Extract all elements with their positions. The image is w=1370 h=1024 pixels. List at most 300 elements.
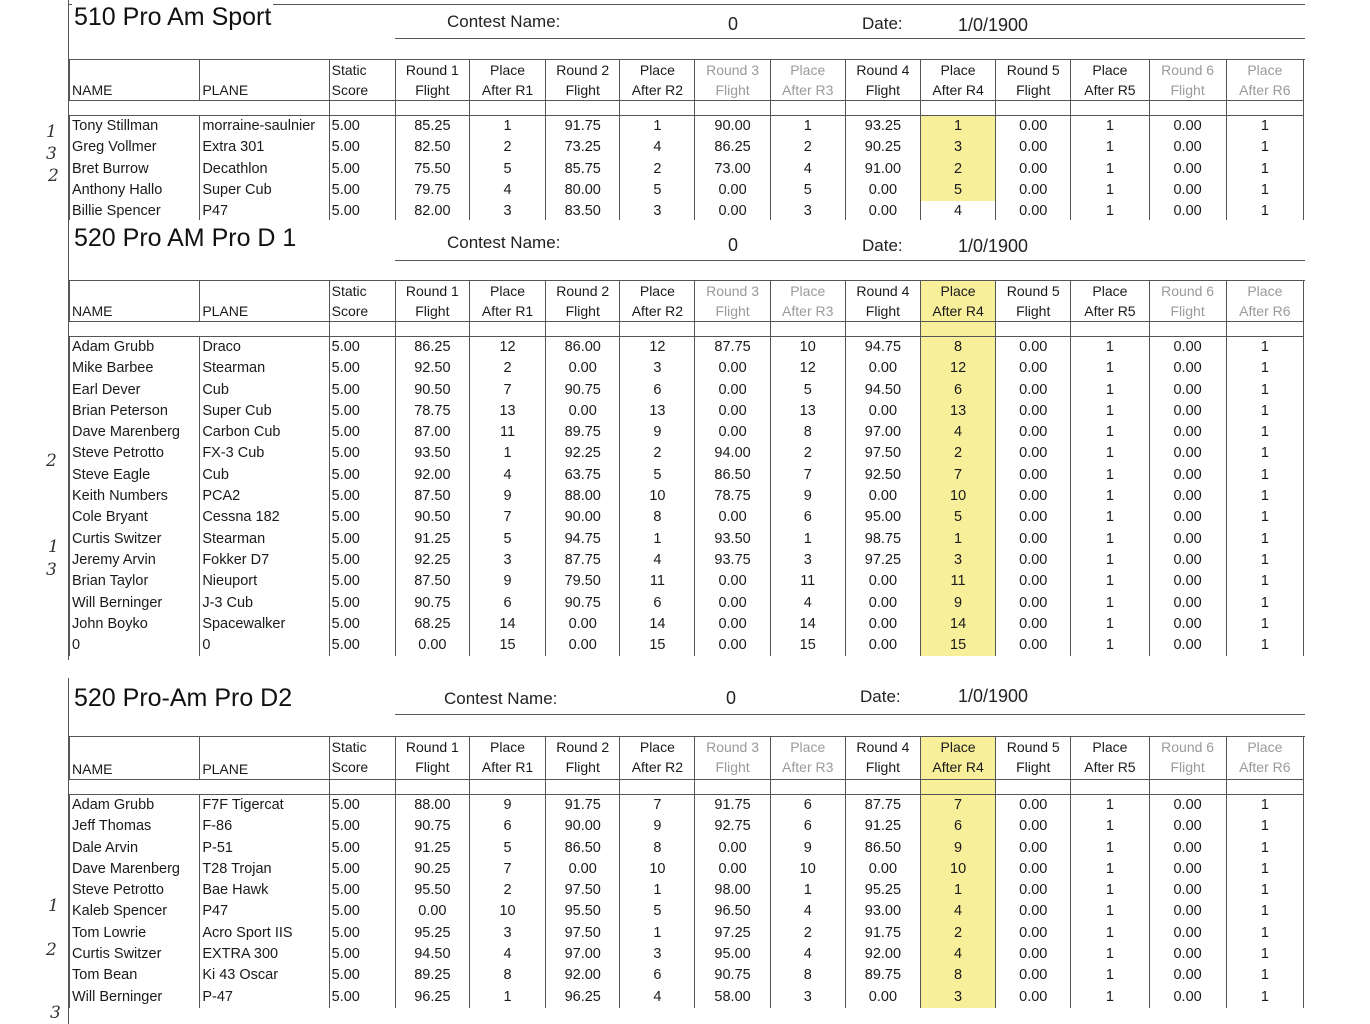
cell-name: Anthony Hallo [70,180,200,201]
cell-name: Mike Barbee [70,358,200,379]
table-row [70,571,1304,592]
cell-round4-flight: 97.25 [845,550,920,571]
cell-round4-flight: 92.00 [845,944,920,965]
col-header-place-r4: Place After R4 [920,60,995,101]
date-value: 1/0/1900 [958,236,1029,256]
cell-place-after-r5: 1 [1071,422,1149,443]
col-header-round5: Round 5 Flight [996,737,1071,780]
cell-place-after-r6: 1 [1226,901,1303,922]
cell-place-after-r1: 3 [469,550,545,571]
cell-place-after-r4: 7 [920,465,995,486]
cell-round2-flight: 79.50 [546,571,620,592]
cell-round3-flight: 93.75 [695,550,770,571]
cell-round5-flight: 0.00 [996,923,1071,944]
cell-place-after-r6: 1 [1226,465,1303,486]
cell-round3-flight: 0.00 [695,180,770,201]
cell-name: John Boyko [70,614,200,635]
cell-place-after-r5: 1 [1071,859,1149,880]
cell-round1-flight: 91.25 [395,529,469,550]
cell-place-after-r2: 11 [620,571,695,592]
cell-plane: Draco [200,337,329,359]
cell-round2-flight: 92.00 [546,965,620,986]
cell-place-after-r1: 2 [469,137,545,158]
cell-round1-flight: 90.50 [395,507,469,528]
cell-round2-flight: 97.00 [546,944,620,965]
cell-round6-flight: 0.00 [1149,465,1226,486]
cell-round2-flight: 89.75 [546,422,620,443]
results-body [70,337,1304,657]
cell-place-after-r4: 14 [920,614,995,635]
cell-place-after-r5: 1 [1071,635,1149,656]
cell-round4-flight: 95.00 [845,507,920,528]
cell-place-after-r2: 10 [620,486,695,507]
cell-place-after-r6: 1 [1226,816,1303,837]
table-row [70,486,1304,507]
col-header-name: NAME [70,737,200,780]
cell-place-after-r3: 7 [770,465,845,486]
cell-place-after-r2: 4 [620,137,695,158]
table-row [70,337,1304,359]
cell-round6-flight: 0.00 [1149,944,1226,965]
cell-round5-flight: 0.00 [996,838,1071,859]
cell-round4-flight: 0.00 [845,180,920,201]
cell-round6-flight: 0.00 [1149,380,1226,401]
col-header-static: Static Score [329,60,395,101]
handwritten-mark: 3 [46,560,57,580]
cell-round6-flight: 0.00 [1149,159,1226,180]
cell-round2-flight: 90.75 [546,380,620,401]
cell-place-after-r1: 1 [469,987,545,1008]
cell-round3-flight: 0.00 [695,380,770,401]
cell-place-after-r2: 3 [620,358,695,379]
table-row [70,137,1304,158]
cell-place-after-r4: 6 [920,380,995,401]
cell-place-after-r2: 5 [620,465,695,486]
cell-place-after-r6: 1 [1226,614,1303,635]
cell-round4-flight: 95.25 [845,880,920,901]
cell-place-after-r4: 3 [920,550,995,571]
cell-name: Keith Numbers [70,486,200,507]
cell-place-after-r3: 8 [770,422,845,443]
table-row [70,795,1304,817]
handwritten-mark: 2 [46,940,57,960]
handwritten-mark: 3 [46,144,57,164]
cell-round5-flight: 0.00 [996,422,1071,443]
col-header-place-r5: Place After R5 [1071,60,1149,101]
col-header-place-r6: Place After R6 [1226,60,1303,101]
cell-static-score: 5.00 [329,944,395,965]
cell-round6-flight: 0.00 [1149,507,1226,528]
cell-place-after-r3: 5 [770,180,845,201]
cell-place-after-r5: 1 [1071,358,1149,379]
cell-place-after-r4: 10 [920,859,995,880]
cell-round3-flight: 0.00 [695,571,770,592]
cell-round5-flight: 0.00 [996,635,1071,656]
cell-place-after-r2: 7 [620,795,695,817]
cell-place-after-r2: 1 [620,529,695,550]
cell-place-after-r2: 9 [620,422,695,443]
cell-round1-flight: 0.00 [395,635,469,656]
cell-place-after-r5: 1 [1071,337,1149,359]
cell-place-after-r1: 6 [469,593,545,614]
cell-round3-flight: 0.00 [695,201,770,220]
section-title: 520 Pro-Am Pro D2 [74,684,293,712]
cell-round4-flight: 97.00 [845,422,920,443]
cell-name: Tom Bean [70,965,200,986]
cell-round2-flight: 91.75 [546,795,620,817]
cell-place-after-r4: 5 [920,180,995,201]
cell-place-after-r4: 3 [920,137,995,158]
cell-name: Jeremy Arvin [70,550,200,571]
cell-round1-flight: 91.25 [395,838,469,859]
table-row [70,380,1304,401]
cell-place-after-r5: 1 [1071,795,1149,817]
col-header-place-r4: Place After R4 [920,281,995,322]
col-header-place-r5: Place After R5 [1071,737,1149,780]
cell-round4-flight: 0.00 [845,358,920,379]
cell-plane: Nieuport [200,571,329,592]
cell-round2-flight: 97.50 [546,923,620,944]
handwritten-mark: 1 [48,537,59,557]
cell-place-after-r3: 8 [770,965,845,986]
cell-place-after-r6: 1 [1226,529,1303,550]
cell-place-after-r3: 4 [770,901,845,922]
handwritten-mark: 2 [46,451,57,471]
cell-round3-flight: 97.25 [695,923,770,944]
col-header-place-r1: Place After R1 [469,281,545,322]
cell-round4-flight: 0.00 [845,201,920,220]
cell-round1-flight: 0.00 [395,901,469,922]
cell-round4-flight: 94.75 [845,337,920,359]
table-row [70,923,1304,944]
cell-plane: P47 [200,201,329,220]
cell-round1-flight: 85.25 [395,116,469,138]
cell-place-after-r2: 1 [620,923,695,944]
cell-name: Billie Spencer [70,201,200,220]
cell-round2-flight: 96.25 [546,987,620,1008]
date-label: Date: [862,236,903,255]
cell-round3-flight: 87.75 [695,337,770,359]
cell-place-after-r3: 10 [770,859,845,880]
cell-place-after-r6: 1 [1226,380,1303,401]
cell-round5-flight: 0.00 [996,614,1071,635]
cell-round5-flight: 0.00 [996,901,1071,922]
cell-round6-flight: 0.00 [1149,880,1226,901]
cell-place-after-r6: 1 [1226,201,1303,220]
cell-place-after-r6: 1 [1226,137,1303,158]
results-body [70,116,1304,221]
cell-round5-flight: 0.00 [996,571,1071,592]
cell-name: Brian Taylor [70,571,200,592]
cell-place-after-r4: 1 [920,116,995,138]
cell-place-after-r6: 1 [1226,571,1303,592]
cell-round3-flight: 73.00 [695,159,770,180]
col-header-round1: Round 1 Flight [395,737,469,780]
cell-place-after-r3: 9 [770,838,845,859]
cell-place-after-r2: 9 [620,816,695,837]
cell-static-score: 5.00 [329,880,395,901]
cell-round4-flight: 0.00 [845,571,920,592]
cell-place-after-r4: 6 [920,816,995,837]
cell-plane: Fokker D7 [200,550,329,571]
cell-place-after-r4: 8 [920,337,995,359]
col-header-round5: Round 5 Flight [996,60,1071,101]
cell-place-after-r2: 13 [620,401,695,422]
cell-place-after-r2: 5 [620,180,695,201]
table-row [70,401,1304,422]
cell-name: Brian Peterson [70,401,200,422]
cell-round4-flight: 0.00 [845,614,920,635]
cell-round1-flight: 92.25 [395,550,469,571]
cell-round1-flight: 88.00 [395,795,469,817]
cell-round6-flight: 0.00 [1149,443,1226,464]
cell-name: Dale Arvin [70,838,200,859]
cell-place-after-r4: 13 [920,401,995,422]
cell-place-after-r1: 14 [469,614,545,635]
cell-name: Steve Petrotto [70,443,200,464]
col-header-place-r4: Place After R4 [920,737,995,780]
table-row [70,987,1304,1008]
cell-round2-flight: 90.75 [546,593,620,614]
cell-place-after-r3: 1 [770,880,845,901]
cell-place-after-r1: 1 [469,116,545,138]
cell-place-after-r1: 3 [469,201,545,220]
cell-round3-flight: 0.00 [695,614,770,635]
cell-static-score: 5.00 [329,859,395,880]
cell-round4-flight: 92.50 [845,465,920,486]
date-value: 1/0/1900 [958,686,1029,706]
cell-place-after-r6: 1 [1226,401,1303,422]
cell-place-after-r2: 8 [620,838,695,859]
col-header-place-r6: Place After R6 [1226,737,1303,780]
cell-name: Earl Dever [70,380,200,401]
cell-static-score: 5.00 [329,358,395,379]
cell-round2-flight: 97.50 [546,880,620,901]
cell-round5-flight: 0.00 [996,401,1071,422]
cell-place-after-r1: 4 [469,465,545,486]
cell-name: Dave Marenberg [70,422,200,443]
cell-place-after-r6: 1 [1226,987,1303,1008]
cell-place-after-r6: 1 [1226,443,1303,464]
cell-round1-flight: 75.50 [395,159,469,180]
cell-name: Tony Stillman [70,116,200,138]
cell-place-after-r5: 1 [1071,180,1149,201]
cell-round5-flight: 0.00 [996,816,1071,837]
cell-round3-flight: 94.00 [695,443,770,464]
cell-plane: T28 Trojan [200,859,329,880]
cell-round4-flight: 0.00 [845,859,920,880]
cell-round1-flight: 92.50 [395,358,469,379]
cell-round5-flight: 0.00 [996,529,1071,550]
cell-static-score: 5.00 [329,571,395,592]
cell-plane: 0 [200,635,329,656]
cell-round3-flight: 86.50 [695,465,770,486]
cell-round6-flight: 0.00 [1149,795,1226,817]
cell-name: Curtis Switzer [70,944,200,965]
cell-static-score: 5.00 [329,816,395,837]
cell-round5-flight: 0.00 [996,443,1071,464]
col-header-round2: Round 2 Flight [546,60,620,101]
cell-round2-flight: 95.50 [546,901,620,922]
cell-round3-flight: 93.50 [695,529,770,550]
cell-round1-flight: 87.00 [395,422,469,443]
cell-round6-flight: 0.00 [1149,358,1226,379]
cell-round3-flight: 0.00 [695,635,770,656]
cell-round2-flight: 86.50 [546,838,620,859]
cell-static-score: 5.00 [329,901,395,922]
cell-place-after-r2: 1 [620,880,695,901]
cell-place-after-r1: 6 [469,816,545,837]
cell-place-after-r5: 1 [1071,465,1149,486]
cell-place-after-r2: 6 [620,965,695,986]
cell-round4-flight: 86.50 [845,838,920,859]
cell-plane: P47 [200,901,329,922]
cell-round2-flight: 0.00 [546,859,620,880]
contest-name-label: Contest Name: [447,233,561,252]
table-row [70,838,1304,859]
cell-round3-flight: 91.75 [695,795,770,817]
cell-round6-flight: 0.00 [1149,593,1226,614]
col-header-round6: Round 6 Flight [1149,737,1226,780]
cell-place-after-r1: 9 [469,795,545,817]
cell-plane: Spacewalker [200,614,329,635]
cell-round6-flight: 0.00 [1149,816,1226,837]
cell-place-after-r3: 11 [770,571,845,592]
cell-plane: P-47 [200,987,329,1008]
cell-round2-flight: 94.75 [546,529,620,550]
date-value: 1/0/1900 [958,15,1029,35]
col-header-round4: Round 4 Flight [845,737,920,780]
cell-round1-flight: 89.25 [395,965,469,986]
cell-place-after-r2: 10 [620,859,695,880]
cell-round1-flight: 79.75 [395,180,469,201]
cell-name: Curtis Switzer [70,529,200,550]
cell-place-after-r4: 11 [920,571,995,592]
cell-place-after-r6: 1 [1226,116,1303,138]
score-sheet [0,220,1370,660]
cell-place-after-r5: 1 [1071,550,1149,571]
cell-place-after-r5: 1 [1071,901,1149,922]
cell-round3-flight: 78.75 [695,486,770,507]
cell-round3-flight: 95.00 [695,944,770,965]
cell-static-score: 5.00 [329,401,395,422]
cell-plane: Stearman [200,529,329,550]
cell-name: Kaleb Spencer [70,901,200,922]
cell-place-after-r1: 12 [469,337,545,359]
cell-round5-flight: 0.00 [996,137,1071,158]
cell-round3-flight: 86.25 [695,137,770,158]
cell-place-after-r3: 15 [770,635,845,656]
cell-round3-flight: 0.00 [695,358,770,379]
col-header-round6: Round 6 Flight [1149,281,1226,322]
cell-round4-flight: 97.50 [845,443,920,464]
cell-static-score: 5.00 [329,529,395,550]
cell-static-score: 5.00 [329,507,395,528]
cell-static-score: 5.00 [329,201,395,220]
cell-place-after-r5: 1 [1071,838,1149,859]
cell-round2-flight: 88.00 [546,486,620,507]
cell-round6-flight: 0.00 [1149,838,1226,859]
cell-round2-flight: 90.00 [546,816,620,837]
table-row [70,180,1304,201]
cell-place-after-r6: 1 [1226,422,1303,443]
col-header-place-r2: Place After R2 [620,60,695,101]
cell-round1-flight: 82.00 [395,201,469,220]
cell-round2-flight: 63.75 [546,465,620,486]
cell-place-after-r2: 14 [620,614,695,635]
cell-round5-flight: 0.00 [996,180,1071,201]
cell-name: Steve Petrotto [70,880,200,901]
section-520-pro-am-pro-d2 [0,660,1370,1024]
cell-place-after-r5: 1 [1071,507,1149,528]
cell-round6-flight: 0.00 [1149,422,1226,443]
cell-round5-flight: 0.00 [996,159,1071,180]
col-header-place-r3: Place After R3 [770,281,845,322]
cell-plane: P-51 [200,838,329,859]
cell-place-after-r5: 1 [1071,593,1149,614]
cell-place-after-r5: 1 [1071,443,1149,464]
cell-place-after-r5: 1 [1071,614,1149,635]
cell-place-after-r1: 5 [469,529,545,550]
cell-round2-flight: 92.25 [546,443,620,464]
cell-round3-flight: 90.75 [695,965,770,986]
cell-place-after-r3: 2 [770,443,845,464]
cell-place-after-r6: 1 [1226,486,1303,507]
cell-place-after-r1: 2 [469,880,545,901]
cell-place-after-r3: 3 [770,987,845,1008]
cell-place-after-r6: 1 [1226,965,1303,986]
cell-place-after-r3: 3 [770,201,845,220]
col-header-place-r1: Place After R1 [469,60,545,101]
cell-place-after-r1: 4 [469,944,545,965]
cell-place-after-r4: 2 [920,923,995,944]
cell-place-after-r6: 1 [1226,159,1303,180]
cell-round3-flight: 0.00 [695,838,770,859]
cell-place-after-r4: 3 [920,987,995,1008]
cell-place-after-r5: 1 [1071,816,1149,837]
cell-place-after-r1: 10 [469,901,545,922]
cell-place-after-r5: 1 [1071,201,1149,220]
cell-place-after-r2: 12 [620,337,695,359]
cell-plane: F-86 [200,816,329,837]
col-header-name: NAME [70,281,200,322]
cell-place-after-r1: 11 [469,422,545,443]
cell-name: Adam Grubb [70,337,200,359]
cell-plane: Cessna 182 [200,507,329,528]
cell-round4-flight: 0.00 [845,486,920,507]
col-header-round4: Round 4 Flight [845,281,920,322]
cell-round3-flight: 58.00 [695,987,770,1008]
cell-round1-flight: 93.50 [395,443,469,464]
contest-name-value: 0 [726,688,737,708]
cell-name: Steve Eagle [70,465,200,486]
col-header-place-r3: Place After R3 [770,60,845,101]
cell-plane: Stearman [200,358,329,379]
cell-place-after-r2: 6 [620,593,695,614]
cell-round5-flight: 0.00 [996,507,1071,528]
date-label: Date: [862,14,903,33]
cell-place-after-r3: 2 [770,923,845,944]
cell-static-score: 5.00 [329,337,395,359]
cell-place-after-r4: 1 [920,529,995,550]
cell-place-after-r2: 2 [620,443,695,464]
cell-round6-flight: 0.00 [1149,529,1226,550]
cell-round3-flight: 98.00 [695,880,770,901]
cell-place-after-r4: 4 [920,901,995,922]
cell-round4-flight: 91.75 [845,923,920,944]
cell-place-after-r6: 1 [1226,550,1303,571]
cell-static-score: 5.00 [329,923,395,944]
